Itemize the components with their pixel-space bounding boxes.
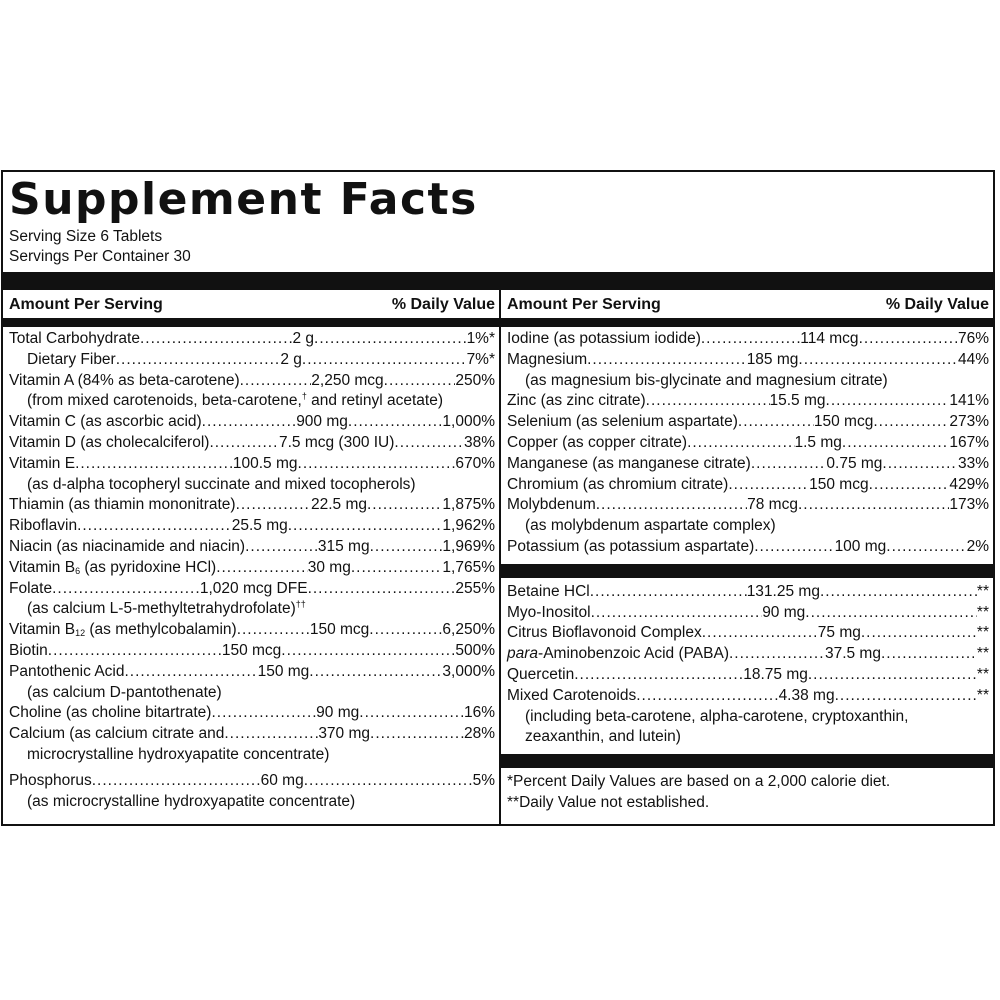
nutrient-row xyxy=(9,579,495,600)
nutrient-amount: 100.5 mg xyxy=(232,454,298,472)
nutrient-row xyxy=(507,623,989,644)
dot-leader xyxy=(304,771,473,792)
dot-leader xyxy=(351,558,443,579)
nutrient-amount: 2,250 mcg xyxy=(311,371,384,389)
nutrient-row xyxy=(507,537,989,558)
section-divider-bar xyxy=(501,564,993,578)
dot-leader xyxy=(302,350,467,371)
nutrient-daily-value: ** xyxy=(976,624,989,642)
nutrient-amount: 15.5 mg xyxy=(769,392,826,410)
nutrient-name: Vitamin E xyxy=(9,454,76,472)
nutrient-name: Biotin xyxy=(9,641,48,659)
note-text: (including beta-carotene, alpha-carotene, cryptoxanthin, xyxy=(525,707,909,725)
dot-leader xyxy=(116,350,281,371)
nutrient-name: Vitamin A (84% as beta-carotene) xyxy=(9,371,240,389)
nutrient-daily-value: 500% xyxy=(455,641,495,659)
nutrient-row xyxy=(507,329,989,350)
nutrient-row xyxy=(507,454,989,475)
dot-leader xyxy=(237,620,310,641)
nutrient-source-note xyxy=(9,391,495,412)
nutrient-amount: 150 mcg xyxy=(221,641,282,659)
dot-leader xyxy=(842,433,949,454)
nutrient-daily-value: ** xyxy=(976,603,989,621)
dot-leader xyxy=(367,495,442,516)
dot-leader xyxy=(886,537,966,558)
dot-leader xyxy=(873,412,949,433)
nutrient-daily-value: 2% xyxy=(966,537,989,555)
nutrient-amount: 0.75 mg xyxy=(826,454,883,472)
nutrient-name: Citrus Bioflavonoid Complex xyxy=(507,624,702,642)
nutrient-name: Thiamin (as thiamin mononitrate) xyxy=(9,496,236,514)
nutrient-row xyxy=(9,662,495,683)
nutrient-name: Vitamin D (as cholecalciferol) xyxy=(9,433,210,451)
nutrient-source-note xyxy=(9,599,495,620)
nutrient-amount: 18.75 mg xyxy=(743,665,808,683)
note-text: (as d-alpha tocopheryl succinate and mixed tocopherols) xyxy=(27,475,416,493)
nutrient-name: Potassium (as potassium aspartate) xyxy=(507,537,755,555)
dot-leader xyxy=(861,623,977,644)
nutrient-amount: 315 mg xyxy=(317,537,370,555)
nutrient-daily-value: 141% xyxy=(949,392,989,410)
note-text: (as calcium D-pantothenate) xyxy=(27,683,222,701)
nutrient-name-subscript: 12 xyxy=(75,628,86,639)
nutrient-name-text: Vitamin B xyxy=(9,621,76,639)
nutrient-amount: 150 mcg xyxy=(809,475,869,493)
nutrient-name: Phosphorus xyxy=(9,771,92,789)
nutrient-daily-value: 5% xyxy=(472,771,495,789)
nutrient-name: Pantothenic Acid xyxy=(9,662,125,680)
nutrient-name: Molybdenum xyxy=(507,496,596,514)
nutrient-amount: 37.5 mg xyxy=(824,645,881,663)
dot-leader xyxy=(805,603,977,624)
nutrient-row xyxy=(9,620,495,641)
note-text: and retinyl acetate) xyxy=(306,392,443,410)
nutrient-source-note xyxy=(507,707,989,728)
nutrient-name: Total Carbohydrate xyxy=(9,330,140,347)
nutrient-row xyxy=(9,329,495,350)
dot-leader xyxy=(75,454,233,475)
nutrient-name: Calcium (as calcium citrate and xyxy=(9,725,225,743)
nutrient-source-note xyxy=(9,792,495,813)
nutrient-amount: 900 mg xyxy=(296,413,348,431)
nutrient-row xyxy=(9,454,495,475)
dot-leader xyxy=(859,329,958,350)
dot-leader xyxy=(240,371,312,392)
dot-leader xyxy=(384,371,456,392)
dot-leader xyxy=(52,579,200,600)
dot-leader xyxy=(77,516,232,537)
dot-leader xyxy=(209,433,279,454)
nutrient-name xyxy=(507,644,729,665)
left-column-header xyxy=(9,294,495,316)
nutrient-daily-value: 250% xyxy=(455,371,495,389)
dot-leader xyxy=(224,724,318,745)
dot-leader xyxy=(702,623,818,644)
header-divider-bar xyxy=(3,318,499,327)
nutrient-row xyxy=(9,433,495,454)
nutrient-name: Selenium (as selenium aspartate) xyxy=(507,413,738,431)
nutrient-row xyxy=(507,350,989,371)
nutrient-amount: 100 mg xyxy=(834,537,887,555)
note-text: (as microcrystalline hydroxyapatite concentrate) xyxy=(27,792,356,810)
amount-per-serving-heading: Amount Per Serving xyxy=(9,296,163,313)
nutrient-row xyxy=(507,603,989,624)
amount-per-serving-heading: Amount Per Serving xyxy=(507,296,661,313)
nutrient-amount: 114 mcg xyxy=(800,330,859,347)
nutrient-row xyxy=(9,537,495,558)
nutrient-name-text: (as methylcobalamin) xyxy=(85,621,237,639)
dot-leader xyxy=(596,495,747,516)
dot-leader xyxy=(288,516,443,537)
dot-leader xyxy=(574,665,743,686)
nutrient-amount: 22.5 mg xyxy=(310,496,367,514)
nutrient-source-note xyxy=(9,475,495,496)
nutrient-name: Folate xyxy=(9,579,53,597)
nutrient-row xyxy=(507,644,989,665)
nutrient-daily-value: ** xyxy=(976,645,989,663)
nutrient-source-note xyxy=(507,516,989,537)
daily-value-heading: % Daily Value xyxy=(391,296,495,313)
nutrient-amount: 4.38 mg xyxy=(778,686,835,704)
footnote: **Daily Value not established. xyxy=(507,793,710,811)
nutrient-daily-value: 1,875% xyxy=(442,496,495,514)
nutrient-name: Iodine (as potassium iodide) xyxy=(507,330,701,347)
note-text: (as calcium L-5-methyltetrahydrofolate) xyxy=(27,600,296,618)
dot-leader xyxy=(798,350,958,371)
nutrient-name: Chromium (as chromium citrate) xyxy=(507,475,729,493)
nutrient-amount: 2 g xyxy=(292,330,315,347)
note-text: microcrystalline hydroxyapatite concentrate) xyxy=(27,745,330,763)
footnote-mark: †† xyxy=(295,599,306,610)
dot-leader xyxy=(359,703,464,724)
nutrient-daily-value: 1,000% xyxy=(442,413,495,431)
nutrient-row xyxy=(9,412,495,433)
daily-value-heading: % Daily Value xyxy=(885,296,989,313)
nutrient-daily-value: 28% xyxy=(463,725,495,743)
nutrient-name-text: Vitamin B xyxy=(9,558,76,576)
dot-leader xyxy=(820,582,977,603)
nutrient-daily-value: 16% xyxy=(463,704,495,722)
nutrient-daily-value: 173% xyxy=(949,496,989,514)
nutrient-daily-value: 33% xyxy=(957,454,989,472)
nutrient-daily-value: 6,250% xyxy=(442,621,495,639)
footnote: *Percent Daily Values are based on a 2,000 calorie diet. xyxy=(507,773,891,791)
nutrient-amount: 131.25 mg xyxy=(746,582,820,600)
nutrient-amount: 30 mg xyxy=(307,558,351,576)
dot-leader xyxy=(826,391,950,412)
nutrient-amount: 150 mg xyxy=(257,662,310,680)
footnote-mark: † xyxy=(301,391,307,402)
dot-leader xyxy=(701,329,800,350)
nutrient-amount: 150 mcg xyxy=(309,621,370,639)
left-column xyxy=(3,290,499,824)
dot-leader xyxy=(245,537,318,558)
dot-leader xyxy=(798,495,949,516)
header-divider-bar xyxy=(501,318,993,327)
nutrient-daily-value: 1,765% xyxy=(442,558,495,576)
panel-title: Supplement Facts xyxy=(9,174,478,225)
note-text: (as magnesium bis-glycinate and magnesium citrate) xyxy=(525,371,888,389)
nutrient-name-text: (as pyridoxine HCl) xyxy=(80,558,217,576)
dot-leader xyxy=(869,475,950,496)
dot-leader xyxy=(590,582,747,603)
dot-leader xyxy=(140,329,293,350)
nutrient-daily-value: ** xyxy=(976,582,989,600)
nutrient-name: Magnesium xyxy=(507,350,588,368)
dot-leader xyxy=(835,686,977,707)
nutrient-name-text: -Aminobenzoic Acid (PABA) xyxy=(538,645,729,663)
dot-leader xyxy=(728,475,809,496)
dot-leader xyxy=(738,412,814,433)
nutrient-source-note: zeaxanthin, and lutein) xyxy=(525,728,681,746)
nutrient-daily-value: 429% xyxy=(949,475,989,493)
nutrient-amount: 7.5 mcg (300 IU) xyxy=(278,433,395,451)
nutrient-row xyxy=(9,495,495,516)
dot-leader xyxy=(370,724,464,745)
dot-leader xyxy=(687,433,794,454)
left-nutrient-list xyxy=(9,329,495,812)
right-column-header xyxy=(507,294,989,316)
nutrient-row xyxy=(9,516,495,537)
nutrient-amount: 78 mcg xyxy=(747,496,798,514)
nutrient-daily-value: 167% xyxy=(949,433,989,451)
dot-leader xyxy=(591,603,763,624)
dot-leader xyxy=(92,771,261,792)
nutrient-name xyxy=(9,620,237,641)
dot-leader xyxy=(281,641,455,662)
dot-leader xyxy=(881,644,977,665)
dot-leader xyxy=(808,665,977,686)
nutrient-amount: 90 mg xyxy=(762,603,806,621)
nutrient-name: Quercetin xyxy=(507,665,575,683)
nutrient-amount: 1,020 mcg DFE xyxy=(199,579,308,597)
nutrient-name: Mixed Carotenoids xyxy=(507,686,637,704)
dot-leader xyxy=(882,454,958,475)
nutrient-source-note xyxy=(9,745,495,766)
servings-per-container: Servings Per Container 30 xyxy=(9,248,191,265)
dot-leader xyxy=(236,495,311,516)
nutrient-row xyxy=(507,665,989,686)
nutrient-name: Dietary Fiber xyxy=(27,350,116,368)
dot-leader xyxy=(646,391,770,412)
nutrient-name-subscript: 6 xyxy=(75,565,81,576)
right-nutrient-list xyxy=(507,329,989,814)
nutrient-name: Betaine HCl xyxy=(507,582,590,600)
supplement-facts-panel xyxy=(1,170,995,826)
nutrient-amount: 25.5 mg xyxy=(231,517,288,535)
dot-leader xyxy=(48,641,222,662)
nutrient-amount: 1.5 mg xyxy=(794,433,842,451)
nutrient-row xyxy=(507,391,989,412)
nutrient-daily-value: 3,000% xyxy=(442,662,495,680)
nutrient-row xyxy=(9,558,495,579)
nutrient-name: Choline (as choline bitartrate) xyxy=(9,704,212,722)
nutrient-amount: 75 mg xyxy=(817,624,861,642)
dot-leader xyxy=(211,703,316,724)
nutrient-row xyxy=(507,475,989,496)
nutrient-name: Myo-Inositol xyxy=(507,603,591,621)
nutrient-name xyxy=(9,558,216,579)
nutrient-source-note xyxy=(507,371,989,392)
nutrient-row xyxy=(507,686,989,707)
nutrient-amount: 60 mg xyxy=(260,771,304,789)
nutrient-source-note xyxy=(9,683,495,704)
dot-leader xyxy=(729,644,825,665)
nutrient-amount: 90 mg xyxy=(316,704,360,722)
dot-leader xyxy=(751,454,827,475)
nutrient-daily-value: 76% xyxy=(957,330,989,347)
dot-leader xyxy=(216,558,308,579)
nutrient-daily-value: 670% xyxy=(455,454,495,472)
nutrient-row xyxy=(9,371,495,392)
nutrient-daily-value: 273% xyxy=(949,413,989,431)
nutrient-row xyxy=(9,703,495,724)
dot-leader xyxy=(308,579,456,600)
dot-leader xyxy=(348,412,443,433)
nutrient-daily-value: 44% xyxy=(957,350,989,368)
nutrient-daily-value: 1,969% xyxy=(442,537,495,555)
nutrient-row xyxy=(507,495,989,516)
nutrient-daily-value: 1,962% xyxy=(442,517,495,535)
dot-leader xyxy=(124,662,257,683)
nutrient-daily-value: 1%* xyxy=(466,330,495,347)
nutrient-name: Copper (as copper citrate) xyxy=(507,433,688,451)
nutrient-daily-value: ** xyxy=(976,665,989,683)
note-text: (from mixed carotenoids, beta-carotene, xyxy=(27,392,302,410)
dot-leader xyxy=(394,433,464,454)
nutrient-amount: 185 mg xyxy=(746,350,799,368)
nutrient-amount: 150 mcg xyxy=(813,413,874,431)
nutrient-row xyxy=(9,641,495,662)
nutrient-amount: 2 g xyxy=(280,350,302,368)
nutrient-name: Vitamin C (as ascorbic acid) xyxy=(9,413,202,431)
nutrient-daily-value: 38% xyxy=(463,433,495,451)
dot-leader xyxy=(370,537,443,558)
nutrient-name-italic: para xyxy=(507,645,539,663)
dot-leader xyxy=(298,454,456,475)
nutrient-name: Zinc (as zinc citrate) xyxy=(507,392,646,410)
nutrient-daily-value: ** xyxy=(976,686,989,704)
dot-leader xyxy=(636,686,778,707)
note-text: (as molybdenum aspartate complex) xyxy=(525,517,776,535)
dot-leader xyxy=(309,662,442,683)
nutrient-amount: 370 mg xyxy=(318,725,371,743)
nutrient-name: Manganese (as manganese citrate) xyxy=(507,454,751,472)
dot-leader xyxy=(202,412,297,433)
nutrient-row xyxy=(507,433,989,454)
dot-leader xyxy=(754,537,834,558)
dot-leader xyxy=(369,620,442,641)
nutrient-daily-value: 255% xyxy=(455,579,495,597)
dot-leader xyxy=(314,329,467,350)
right-column xyxy=(501,290,993,824)
dot-leader xyxy=(587,350,747,371)
nutrient-name: Niacin (as niacinamide and niacin) xyxy=(9,537,246,555)
nutrient-row xyxy=(507,582,989,603)
nutrient-row xyxy=(9,350,495,371)
nutrient-row xyxy=(9,771,495,792)
nutrient-row xyxy=(9,724,495,745)
nutrient-name: Riboflavin xyxy=(9,517,78,535)
top-divider-bar xyxy=(3,272,993,290)
section-divider-bar xyxy=(501,754,993,768)
serving-size: Serving Size 6 Tablets xyxy=(9,228,163,245)
nutrient-daily-value: 7%* xyxy=(466,350,495,368)
nutrient-row xyxy=(507,412,989,433)
